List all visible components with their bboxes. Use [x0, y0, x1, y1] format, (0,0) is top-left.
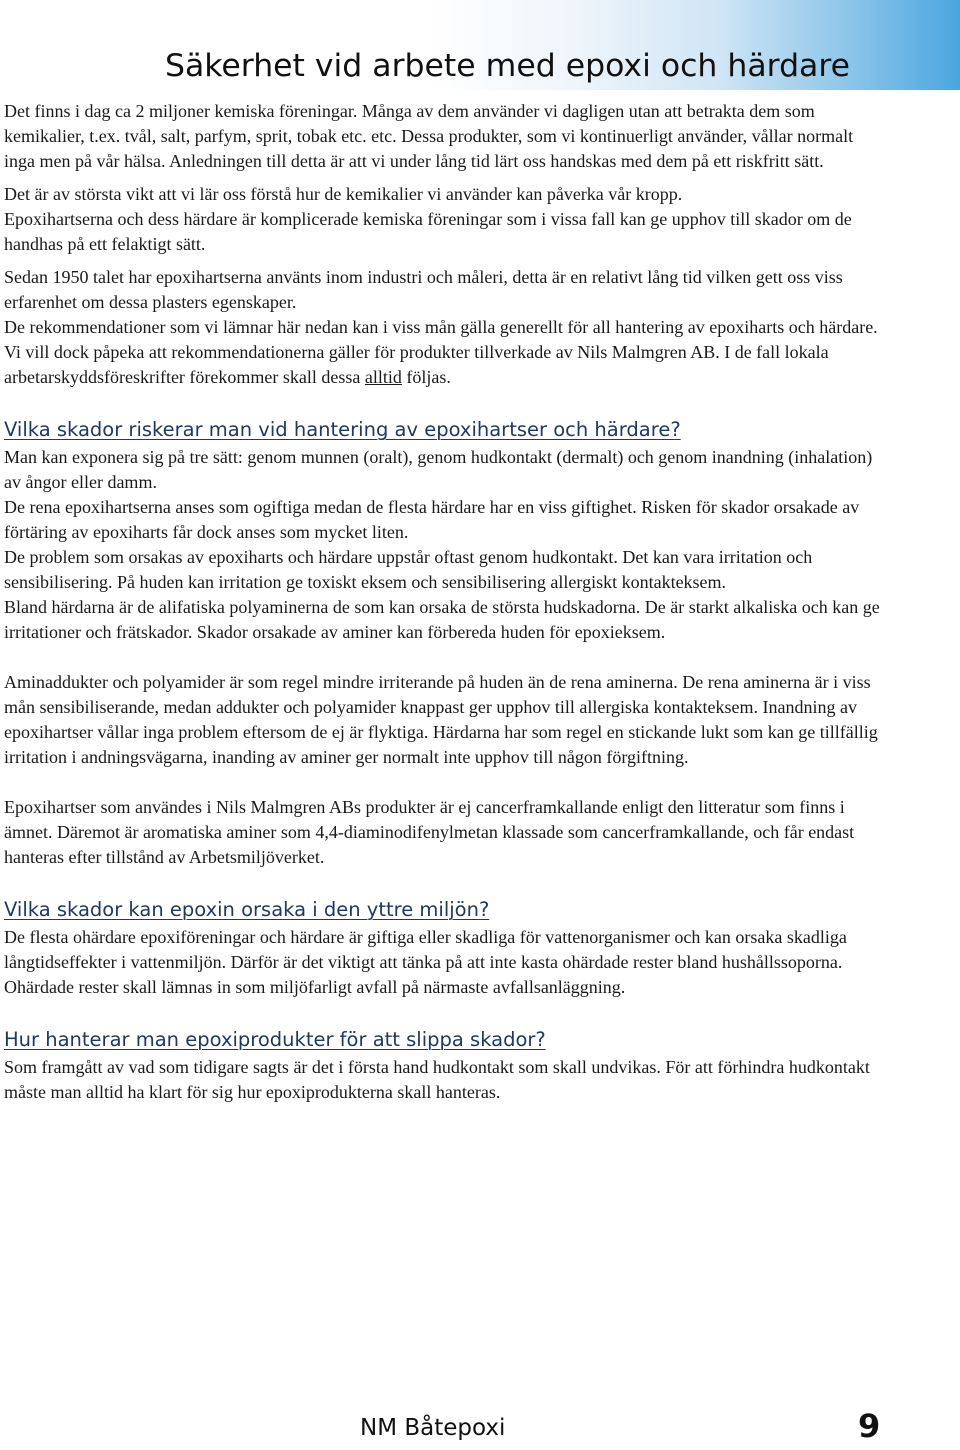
- section-handling: [4, 1025, 884, 1105]
- page-number: 9: [858, 1407, 881, 1445]
- health-paragraph-6: Epoxihartser som användes i Nils Malmgren ABs produkter är ej cancerframkallande enligt den litteratur som finns i ämnet. Däremot är aromatiska aminer som 4,4-diaminodifenylmetan klassade som cancerframkallande, och får endast hanteras efter tillstånd av Arbetsmiljöverket.: [4, 797, 855, 867]
- health-paragraph-5: Aminaddukter och polyamider är som regel mindre irriterande på huden än de rena aminerna. De rena aminerna är i viss mån sensibiliserande, medan addukter och polyamider knappast ger upphov till allergiska kontakteksem. Inandning av epoxihartser vållar inga problem eftersom de ej är flyktiga. Härdarna har som regel en stickande lukt som kan ge tillfällig irritation i andningsvägarna, inanding av aminer ger normalt inte upphov till någon förgiftning.: [4, 672, 878, 767]
- intro-paragraph-5: [4, 315, 884, 390]
- section-heading-health-risks: Vilka skador riskerar man vid hantering av epoxihartser och härdare?: [4, 418, 681, 441]
- health-paragraph-1: Man kan exponera sig på tre sätt: genom munnen (oralt), genom hudkontakt (dermalt) och genom inandning (inhalation) av ångor eller damm.: [4, 447, 873, 492]
- intro-section: [4, 99, 884, 390]
- intro-paragraph-3: Epoxihartserna och dess härdare är komplicerade kemiska föreningar som i vissa fall kan ge upphov till skador om de handhas på ett felaktigt sätt.: [4, 209, 852, 254]
- intro-paragraph-6-tail: följas.: [406, 367, 451, 387]
- environment-paragraph-1: De flesta ohärdare epoxiföreningar och härdare är giftiga eller skadliga för vattenorganismer och kan orsaka skadliga långtidseffekter i vattenmiljön. Därför är det viktigt att tänka på att inte kasta ohärdade rester bland hushållssoporna.: [4, 927, 847, 972]
- health-paragraph-4: Bland härdarna är de alifatiska polyaminerna de som kan orsaka de största hudskadorna. De är starkt alkaliska och kan ge irritationer och frätskador. Skador orsakade av aminer kan förbereda huden för epoxieksem.: [4, 597, 880, 642]
- emphasis-always: alltid: [364, 367, 402, 387]
- health-paragraph-2: De rena epoxihartserna anses som ogiftiga medan de flesta härdare har en viss giftighet. Risken för skador orsakade av förtäring av epoxiharts får dock anses som mycket liten.: [4, 497, 860, 542]
- handling-paragraph-1: Som framgått av vad som tidigare sagts är det i första hand hudkontakt som skall undvikas. För att förhindra hudkontakt måste man alltid ha klart för sig hur epoxiprodukterna skall hanteras.: [4, 1057, 870, 1102]
- document-body: [4, 99, 884, 1105]
- health-paragraph-3: De problem som orsakas av epoxiharts och härdare uppstår oftast genom hudkontakt. Det kan vara irritation och sensibilisering. På huden kan irritation ge toxiskt eksem och sensibilisering allergiskt kontakteksem.: [4, 547, 813, 592]
- intro-paragraph-5-text: De rekommendationer som vi lämnar här nedan kan i viss mån gälla generellt för all hantering av epoxiharts och härdare. Vi vill dock påpeka att rekommendationerna gäller för produkter tillverkade av Nils Malmgren AB.: [4, 317, 878, 362]
- intro-paragraph-6-lead: I de fall lokala arbetarskyddsföreskrifter förekommer skall dessa: [4, 342, 829, 387]
- section-heading-environment: Vilka skador kan epoxin orsaka i den yttre miljön?: [4, 898, 490, 921]
- section-health-risks: [4, 415, 884, 870]
- intro-paragraph-4: Sedan 1950 talet har epoxihartserna använts inom industri och måleri, detta är en relativt lång tid vilken gett oss viss erfarenhet om dessa plasters egenskaper.: [4, 267, 843, 312]
- footer-brand: NM Båtepoxi: [360, 1415, 506, 1441]
- section-environment: [4, 895, 884, 1000]
- page-title: Säkerhet vid arbete med epoxi och härdare: [165, 48, 851, 84]
- section-heading-handling: Hur hanterar man epoxiprodukter för att slippa skador?: [4, 1028, 546, 1051]
- intro-paragraph-2: Det är av största vikt att vi lär oss förstå hur de kemikalier vi använder kan påverka vår kropp.: [4, 184, 683, 204]
- intro-paragraph-1: Det finns i dag ca 2 miljoner kemiska föreningar. Många av dem använder vi dagligen utan att betrakta dem som kemikalier, t.ex. tvål, salt, parfym, sprit, tobak etc. etc. Dessa produkter, som vi kontinuerligt använder, vållar normalt inga men på vår hälsa. Anledningen till detta är att vi under lång tid lärt oss handskas med dem på ett riskfritt sätt.: [4, 101, 854, 171]
- environment-paragraph-2: Ohärdade rester skall lämnas in som miljöfarligt avfall på närmaste avfallsanläggning.: [4, 977, 626, 997]
